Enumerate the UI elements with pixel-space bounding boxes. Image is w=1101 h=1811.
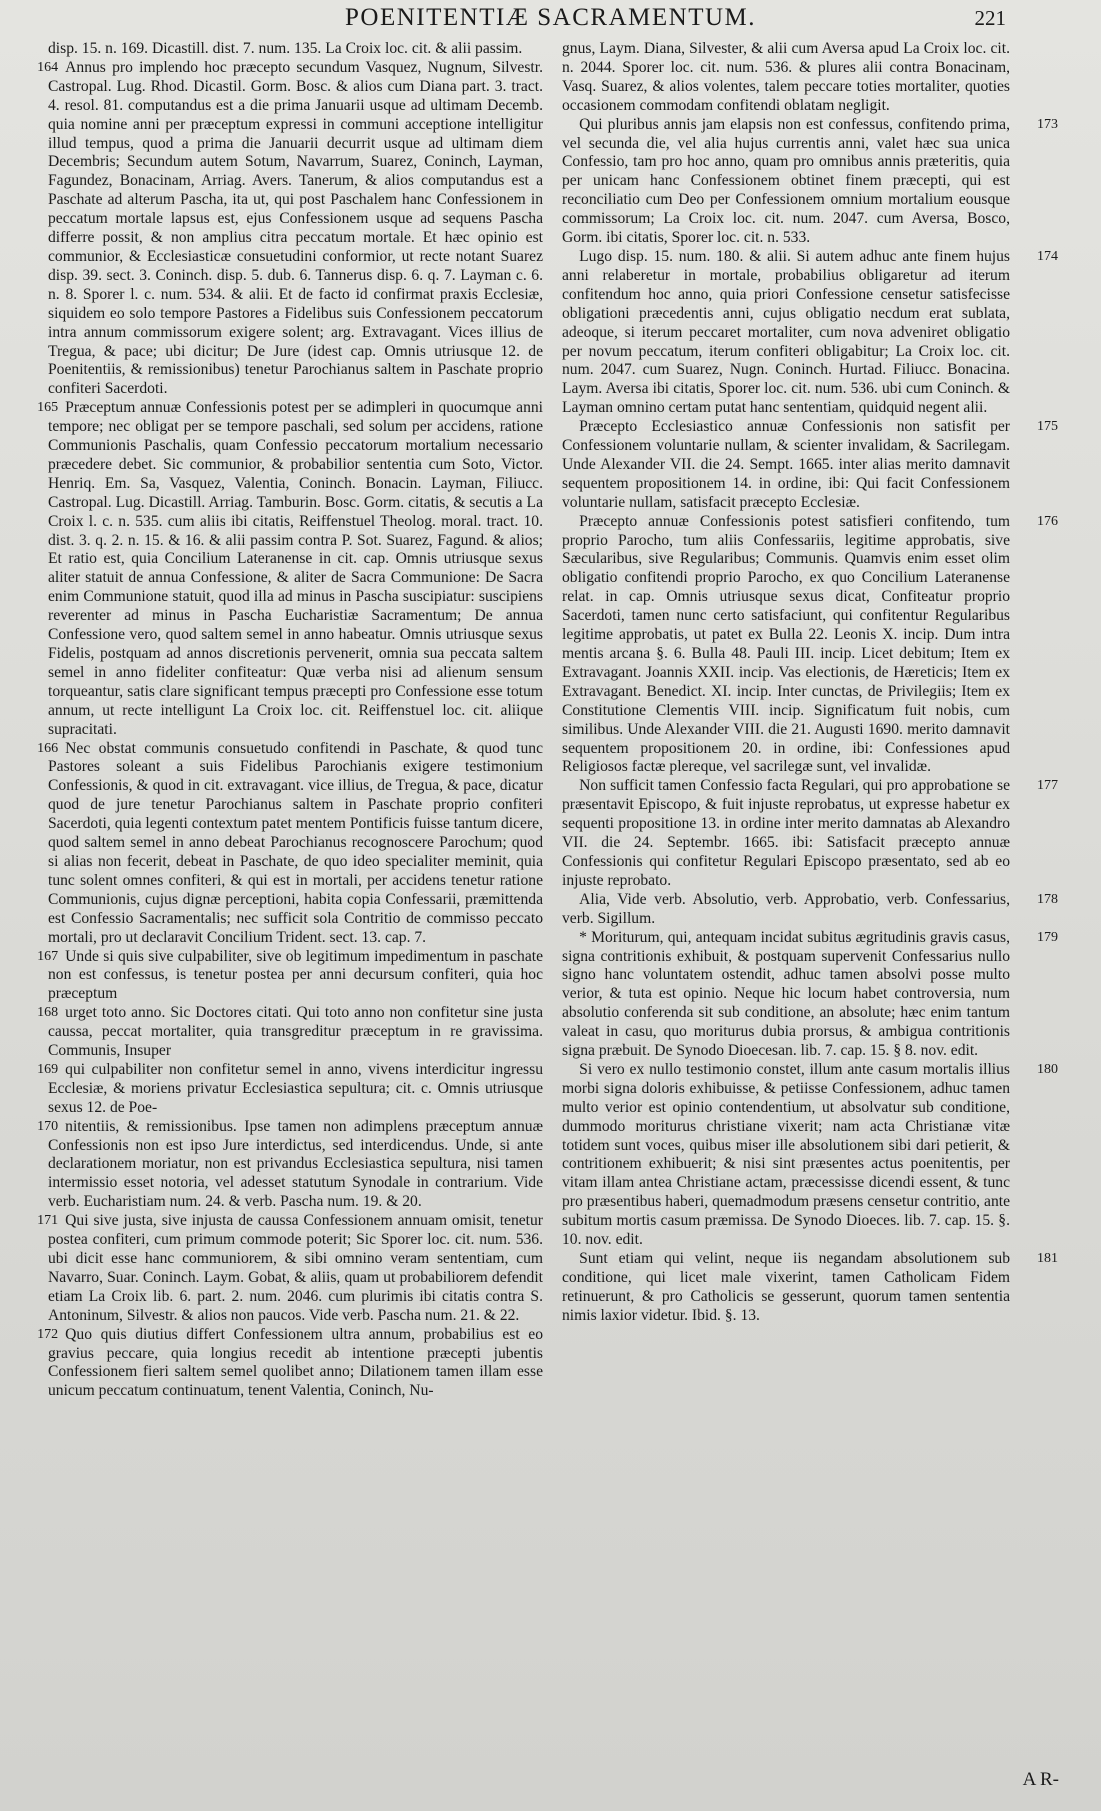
paragraph xyxy=(37,1325,543,1402)
left-text-column xyxy=(37,40,543,1401)
paragraph-number: 168 xyxy=(37,1005,59,1021)
paragraph-number: 181 xyxy=(1037,1251,1058,1266)
paragraph-number: 165 xyxy=(37,400,59,416)
paragraph xyxy=(562,1060,1058,1250)
paragraph xyxy=(37,947,543,1005)
paragraph xyxy=(37,1004,543,1061)
paragraph-text: * Moriturum, qui, antequam incidat subitus ægritudinis gravis casus, signa contritionis exhibuit, & postquam supervenit Confessarius nullo signo hanc voluntatem ostendit, adhuc tamen absolvi posse multo verior, & tuta est opinio. Neque hic locum habet controversia, num absolutio conferenda sit sub conditione, an absolute; hæc enim tantum valeat in casu, quo moriturus dubia prorsus, & ambigua contritionis signa præbuit. De Synodo Dioecesan. lib. 7. cap. 15. § 8. nov. edit. xyxy=(562,928,1010,1060)
paragraph-text: Lugo disp. 15. num. 180. & alii. Si autem adhuc ante finem hujus anni relaberetur in mortale, probabilius obligaretur ad iterum confitendum hoc anno, quia priori Confessione censetur satisfecisse obligationi præcedentis anni, cujus obligatio necdum erat sublata, adeoque, si iterum peccaret mortaliter, cum nova adveniret obligatio per novum peccatum, iterum confiteri obligabitur; La Croix loc. cit. num. 2047. cum Suarez, Nugn. Coninch. Hurtad. Filiucc. Bonacina. Laym. Aversa ibi citatis, Sporer loc. cit. num. 536. ubi cum Coninch. & Layman omnino certam putat hanc sententiam, quidquid negent alii. xyxy=(562,247,1010,417)
paragraph-text: disp. 15. n. 169. Dicastill. dist. 7. num. 135. La Croix loc. cit. & alii passim. xyxy=(48,40,523,57)
paragraph-text: Alia, Vide verb. Absolutio, verb. Approbatio, verb. Confessarius, verb. Sigillum. xyxy=(562,890,1010,927)
paragraph-text: Præcepto Ecclesiastico annuæ Confessionis non satisfit per Confessionem voluntarie nullam, & scienter invalidam, & Sacrilegam. Unde Alexander VII. die 24. Sempt. 1665. inter alias merito damnavit sequentem propositionem 14. in ordine, ibi: Qui facit Confessionem voluntarie nullam, satisfacit præcepto Ecclesiæ. xyxy=(562,418,1010,511)
paragraph-text: gnus, Laym. Diana, Silvester, & alii cum Aversa apud La Croix loc. cit. n. 2044. Sporer loc. cit. num. 536. & plures alii contra Bonacinam, Vasq. Suarez, & alios volentes, talem peccare toties mortaliter, quoties occasionem commodam confitendi oblatam negligit. xyxy=(562,40,1010,114)
paragraph-text: Qui sive justa, sive injusta de caussa Confessionem annuam omisit, tenetur postea confiteri, cum primum commode poterit; Sic Sporer loc. cit. num. 536. ubi dicit esse hanc communiorem, & sibi omnino veram sententiam, cum Navarro, Suar. Coninch. Laym. Gobat, & aliis, quam ut probabiliorem defendit etiam La Croix lib. 6. part. 2. num. 2046. cum plurimis ibi citatis contra S. Antoninum, Silvestr. & alios non paucos. Vide verb. Pascha num. 21. & 22. xyxy=(48,1212,543,1324)
paragraph-number: 166 xyxy=(37,740,59,756)
paragraph xyxy=(562,890,1058,929)
paragraph-number: 171 xyxy=(37,1213,59,1229)
paragraph-number: 180 xyxy=(1037,1061,1058,1077)
paragraph-text: Præcepto annuæ Confessionis potest satisfieri confitendo, tum proprio Parocho, tum aliis Confessariis, legitime approbatis, sive Sæcularibus, sive Regularibus; Communis. Quamvis enim esset olim obligatio confitendi proprio Parocho, ex quo Concilium Lateranense relat. in cap. Omnis utriusque sexus dicat, Confiteatur proprio Sacerdoti, tamen nunc certo satisfaciunt, qui confitentur Regularibus legitime approbatis, ut patet ex Bulla 22. Leonis X. incip. Dum intra mentis arcana §. 6. Bulla 48. Pauli III. incip. Licet debitum; Item ex Extravagant. Joannis XXII. incip. Vas electionis, de Hæreticis; Item ex Extravagant. Benedict. XI. incip. Inter cunctas, de Privilegiis; Item ex Constitutione Clementis VIII. incip. Significatum fuit nobis, cum similibus. Unde Alexander VIII. die 21. Augusti 1690. merito damnavit sequentem propositionem 20. in ordine, ibi: Confessiones apud Religiosos factæ plereque, vel sacrilegæ sunt, vel invalidæ. xyxy=(562,512,1010,776)
paragraph-text: urget toto anno. Sic Doctores citati. Qui toto anno non confitetur sine justa caussa, peccat mortaliter, quia transgreditur præceptum in re gravissima. Communis, Insuper xyxy=(48,1004,543,1060)
paragraph xyxy=(37,399,543,739)
paragraph xyxy=(37,1117,543,1213)
paragraph xyxy=(562,115,1058,248)
paragraph-number: 179 xyxy=(1037,929,1058,945)
paragraph-text: Annus pro implendo hoc præcepto secundum Vasquez, Nugnum, Silvestr. Castropal. Lug. Rhod. Dicastil. Gorm. Bosc. & alios cum Diana part. 3. tract. 4. resol. 81. computandus est a die prima Januarii usque ad ultimam Decemb. quia nomine anni per præceptum expressi in communi acceptione intelligitur illud tempus, quod a prima die Januarii decurrit usque ad ultimam diem Decembris; Secundum autem Sotum, Navarrum, Suarez, Coninch, Layman, Fagundez, Bonacinam, Arriag. Avers. Tanerum, & alios computandus est a Paschate ad alterum Pascha, ita ut, qui post Paschalem hanc Confessionem in peccatum mortale lapsus est, ejus Confessionem usque ad sequens Pascha differre possit, & non amplius citra peccatum mortale. Et hæc opinio est communior, & Ecclesiasticæ consuetudini conformior, ut recte notant Suarez disp. 39. sect. 3. Coninch. disp. 5. dub. 6. Tannerus disp. 6. q. 7. Layman c. 6. n. 8. Sporer l. c. num. 534. & alii. Et de facto id confirmat praxis Ecclesiæ, siquidem eo solo tempore Pastores a Fidelibus suis Confessionem peccatorum intra annum commissorum exigere solent; arg. Extravagant. Vices illius de Tregua, & pace; ubi dicitur; De Jure (idest cap. Omnis utriusque 12. de Poenitentiis, & remissionibus) tenetur Parochianus saltem in Paschate proprio confiteri Sacerdoti. xyxy=(48,58,543,398)
paragraph-text: Unde si quis sive culpabiliter, sive ob legitimum impedimentum in paschate non est confessus, is tenetur postea per anni decursum confiteri, quia hoc præceptum xyxy=(48,947,543,1003)
paragraph xyxy=(37,739,543,948)
paragraph xyxy=(562,40,1010,116)
paragraph-text: Non sufficit tamen Confessio facta Regulari, qui pro approbatione se præsentavit Episcopo, & fuit injuste reprobatus, ut expresse habetur ex sequenti propositione 13. in ordine inter merito damnatas ab Alexandro VII. die 24. Septembr. 1665. ibi: Satisfacit præcepto annuæ Confessionis qui confitetur Regulari Episcopo præsentato, sed ab eo injuste reprobato. xyxy=(562,777,1010,889)
paragraph-text: Præceptum annuæ Confessionis potest per se adimpleri in quocumque anni tempore; nec obligat per se tempore paschali, sed solum per accidens, ratione Communionis Paschalis, quam Confessio peccatorum mortalium necessario præcedere debet. Sic communior, & probabilior sententia cum Soto, Victor. Henriq. Em. Sa, Vasquez, Valentia, Coninch. Bonacin. Layman, Filiucc. Castropal. Lug. Dicastill. Arriag. Tamburin. Bosc. Gorm. citatis, & secutis a La Croix l. c. n. 535. cum aliis ibi citatis, Reiffenstuel Theolog. moral. tract. 10. dist. 3. q. 2. n. 15. & 16. & alii passim contra P. Sot. Suarez, Fagund. & alios; Et ratio est, quia Concilium Lateranense in cit. cap. Omnis utriusque sexus aliter statuit de annua Confessione, & aliter de Sacra Communione: De Sacra enim Communione statuit, quod illa ad minus in Pascha suscipiatur: suscipiens reverenter ad minus in Pascha Eucharistiæ Sacramentum; De annua Confessione vero, quod saltem semel in anno habeatur. Omnis utriusque sexus Fidelis, postquam ad annos discretionis pervenerit, omnia sua peccata saltem semel in anno fideliter confiteatur: Quæ verba nisi ad alienum sensum torqueantur, satis clare significant tempus præcepti pro Confessione esse totum annum, ut recte intelligunt La Croix loc. cit. Reiffenstuel loc. cit. aliique supracitati. xyxy=(48,399,543,738)
paragraph-text: Qui pluribus annis jam elapsis non est confessus, confitendo prima, vel secunda die, vel alia hujus currentis anni, valet hæc sua unica Confessio, tam pro hoc anno, quam pro omnibus annis præteritis, quia per unicam hanc Confessionem obtinet finem præcepti, qui est reconciliatio cum Deo per Confessionem omnium mortalium eousque commissorum; La Croix loc. cit. num. 2047. cum Aversa, Bosco, Gorm. ibi citatis, Sporer loc. cit. n. 533. xyxy=(562,115,1010,247)
right-text-column xyxy=(562,40,1058,1326)
paragraph xyxy=(562,777,1058,890)
paragraph-number: 169 xyxy=(37,1061,59,1077)
paragraph xyxy=(562,247,1058,418)
page-number: 221 xyxy=(974,6,1006,30)
paragraph xyxy=(48,40,543,59)
paragraph-number: 167 xyxy=(37,948,59,964)
paragraph-number: 173 xyxy=(1037,116,1058,132)
paragraph-number: 174 xyxy=(1037,248,1058,264)
paragraph xyxy=(37,1060,543,1118)
paragraph-text: qui culpabiliter non confitetur semel in anno, vivens interdicitur ingressu Ecclesiæ, & moriens privatur Ecclesiastica sepultura; cit. c. Omnis utriusque sexus 12. de Poe- xyxy=(48,1060,543,1116)
paragraph-number: 170 xyxy=(37,1118,59,1134)
paragraph xyxy=(562,1250,1058,1326)
paragraph-number: 175 xyxy=(1037,419,1058,435)
paragraph-text: Nec obstat communis consuetudo confitendi in Paschate, & quod tunc Pastores soleant a suis Fidelibus Parochianis exigere testimonium Confessionis, & quod in cit. extravagant. vice illius, de Tregua, & pace, dicatur quod de jure tenetur Parochianus saltem in Paschate proprio confiteri Sacerdoti, quia legenti contextum patet mentem Pontificis fuisse tantum dicere, quod saltem semel in anno debeat Parochianus recognoscere Parochum; quod si alias non fecerit, debeat in Paschate, de quo ideo specialiter meminit, quia tunc solent omnes confiteri, & qui est in mortali, per accidens tenetur ratione Communionis, cujus dignæ perceptioni, habita copia Confessarii, præmittenda est Confessio Sacramentalis; nec sufficit sola Contritio de commisso peccato mortali, pro ut declaravit Concilium Trident. sect. 13. cap. 7. xyxy=(48,739,543,946)
paragraph xyxy=(37,58,543,399)
paragraph-number: 176 xyxy=(1037,513,1058,529)
paragraph-text: nitentiis, & remissionibus. Ipse tamen non adimplens præceptum annuæ Confessionis non est ipso Jure interdictus, sed interdicendus. Unde, si ante declarationem moriatur, non est privandus Ecclesiastica sepultura, nisi tamen intermissio esset notoria, vel adesset statutum Synodale in contrarium. Vide verb. Eucharistiam num. 24. & verb. Pascha num. 19. & 20. xyxy=(48,1117,543,1211)
running-header-title: POENITENTIÆ SACRAMENTUM. xyxy=(345,4,756,31)
paragraph-number: 164 xyxy=(37,59,59,75)
paragraph-text: Quo quis diutius differt Confessionem ultra annum, probabilius est eo gravius peccare, quia longius recedit ab intentione præcepti jubentis Confessionem fieri saltem semel quolibet anno; Dilationem tamen illam esse unicum peccatum continuatum, tenent Valentia, Coninch, Nu- xyxy=(48,1325,543,1400)
paragraph-number: 172 xyxy=(37,1326,59,1342)
paragraph xyxy=(37,1212,543,1325)
paragraph xyxy=(562,418,1058,513)
paragraph xyxy=(562,928,1058,1061)
paragraph-number: 177 xyxy=(1037,778,1058,794)
paragraph-number: 178 xyxy=(1037,891,1058,907)
paragraph xyxy=(562,512,1058,778)
catchword: A R- xyxy=(1022,1769,1059,1790)
paragraph-text: Sunt etiam qui velint, neque iis negandam absolutionem sub conditione, qui licet male vixerint, tamen Catholicam Fidem retinuerunt, & pro Catholicis se gesserunt, quorum tamen sententia nimis laxior videtur. Ibid. §. 13. xyxy=(562,1250,1010,1324)
paragraph-text: Si vero ex nullo testimonio constet, illum ante casum mortalis illius morbi signa doloris exhibuisse, & petiisse Confessionem, adhuc tamen multo verior est opinio contendentium, ut absolvatur sub conditione, dummodo moriturus christiane vixerit; nam acta Christianæ vitæ totidem sunt voces, quibus miser ille absolutionem sibi dari petierit, & contritionem exhibuerit; & nisi sint præsentes actus poenitentis, per vitam illam antea Christiane actam, præcessisse dicendi essent, & tunc pro præsentibus haberi, quemadmodum præsens censetur contritio, ante subitum mortis casum præmissa. De Synodo Dioeces. lib. 7. cap. 15. §. 10. nov. edit. xyxy=(562,1060,1010,1249)
